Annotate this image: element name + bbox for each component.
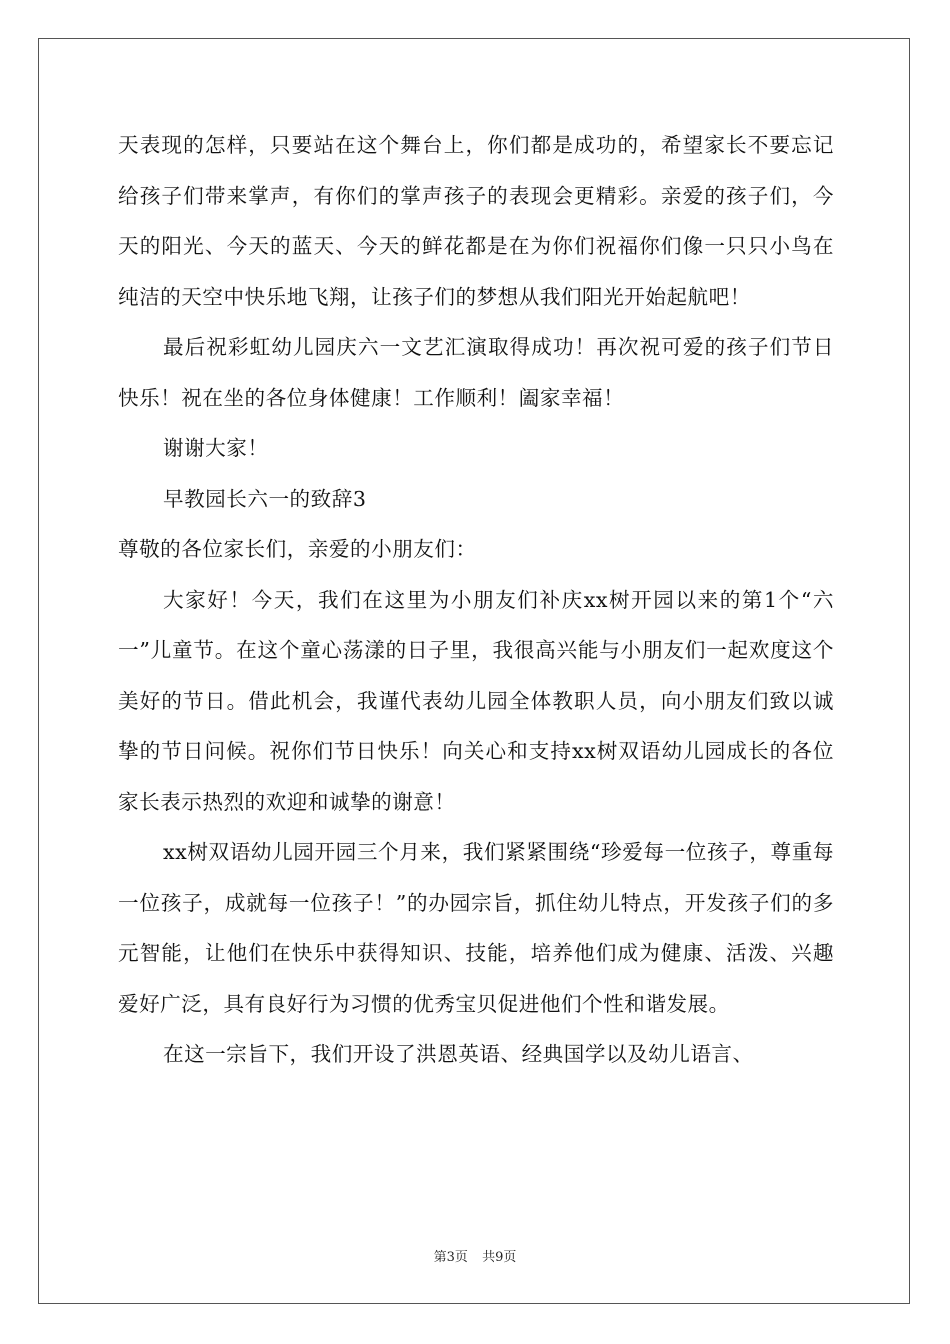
paragraph-1: 天表现的怎样，只要站在这个舞台上，你们都是成功的，希望家长不要忘记给孩子们带来掌声，有你们的掌声孩子的表现会更精彩。亲爱的孩子们，今天的阳光、今天的蓝天、今天的鲜花都是在为你们祝福你们像一只只小鸟在纯洁的天空中快乐地飞翔，让孩子们的梦想从我们阳光开始起航吧！ xyxy=(118,133,834,309)
section-heading: 早教园长六一的致辞3 xyxy=(163,486,367,511)
document-body xyxy=(118,120,834,1080)
salutation: 尊敬的各位家长们，亲爱的小朋友们： xyxy=(118,537,477,561)
page-total: 共9页 xyxy=(482,1250,517,1265)
page-footer xyxy=(0,1246,950,1265)
paragraph-8: 在这一宗旨下，我们开设了洪恩英语、经典国学以及幼儿语言、 xyxy=(163,1042,754,1066)
paragraph-6: 大家好！今天，我们在这里为小朋友们补庆xx树开园以来的第1个“六一”儿童节。在这个童心荡漾的日子里，我很高兴能与小朋友们一起欢度这个美好的节日。借此机会，我谨代表幼儿园全体教职人员，向小朋友们致以诚挚的节日问候。祝你们节日快乐！向关心和支持xx树双语幼儿园成长的各位家长表示热烈的欢迎和诚挚的谢意！ xyxy=(118,587,834,814)
paragraph-7: xx树双语幼儿园开园三个月来，我们紧紧围绕“珍爱每一位孩子，尊重每一位孩子，成就每一位孩子！”的办园宗旨，抓住幼儿特点，开发孩子们的多元智能，让他们在快乐中获得知识、技能，培养他们成为健康、活泼、兴趣爱好广泛，具有良好行为习惯的优秀宝贝促进他们个性和谐发展。 xyxy=(118,840,834,1016)
page-number: 第3页 xyxy=(433,1250,468,1265)
paragraph-2: 最后祝彩虹幼儿园庆六一文艺汇演取得成功！再次祝可爱的孩子们节日快乐！祝在坐的各位身体健康！工作顺利！阖家幸福！ xyxy=(118,335,834,410)
paragraph-3: 谢谢大家！ xyxy=(163,436,269,460)
